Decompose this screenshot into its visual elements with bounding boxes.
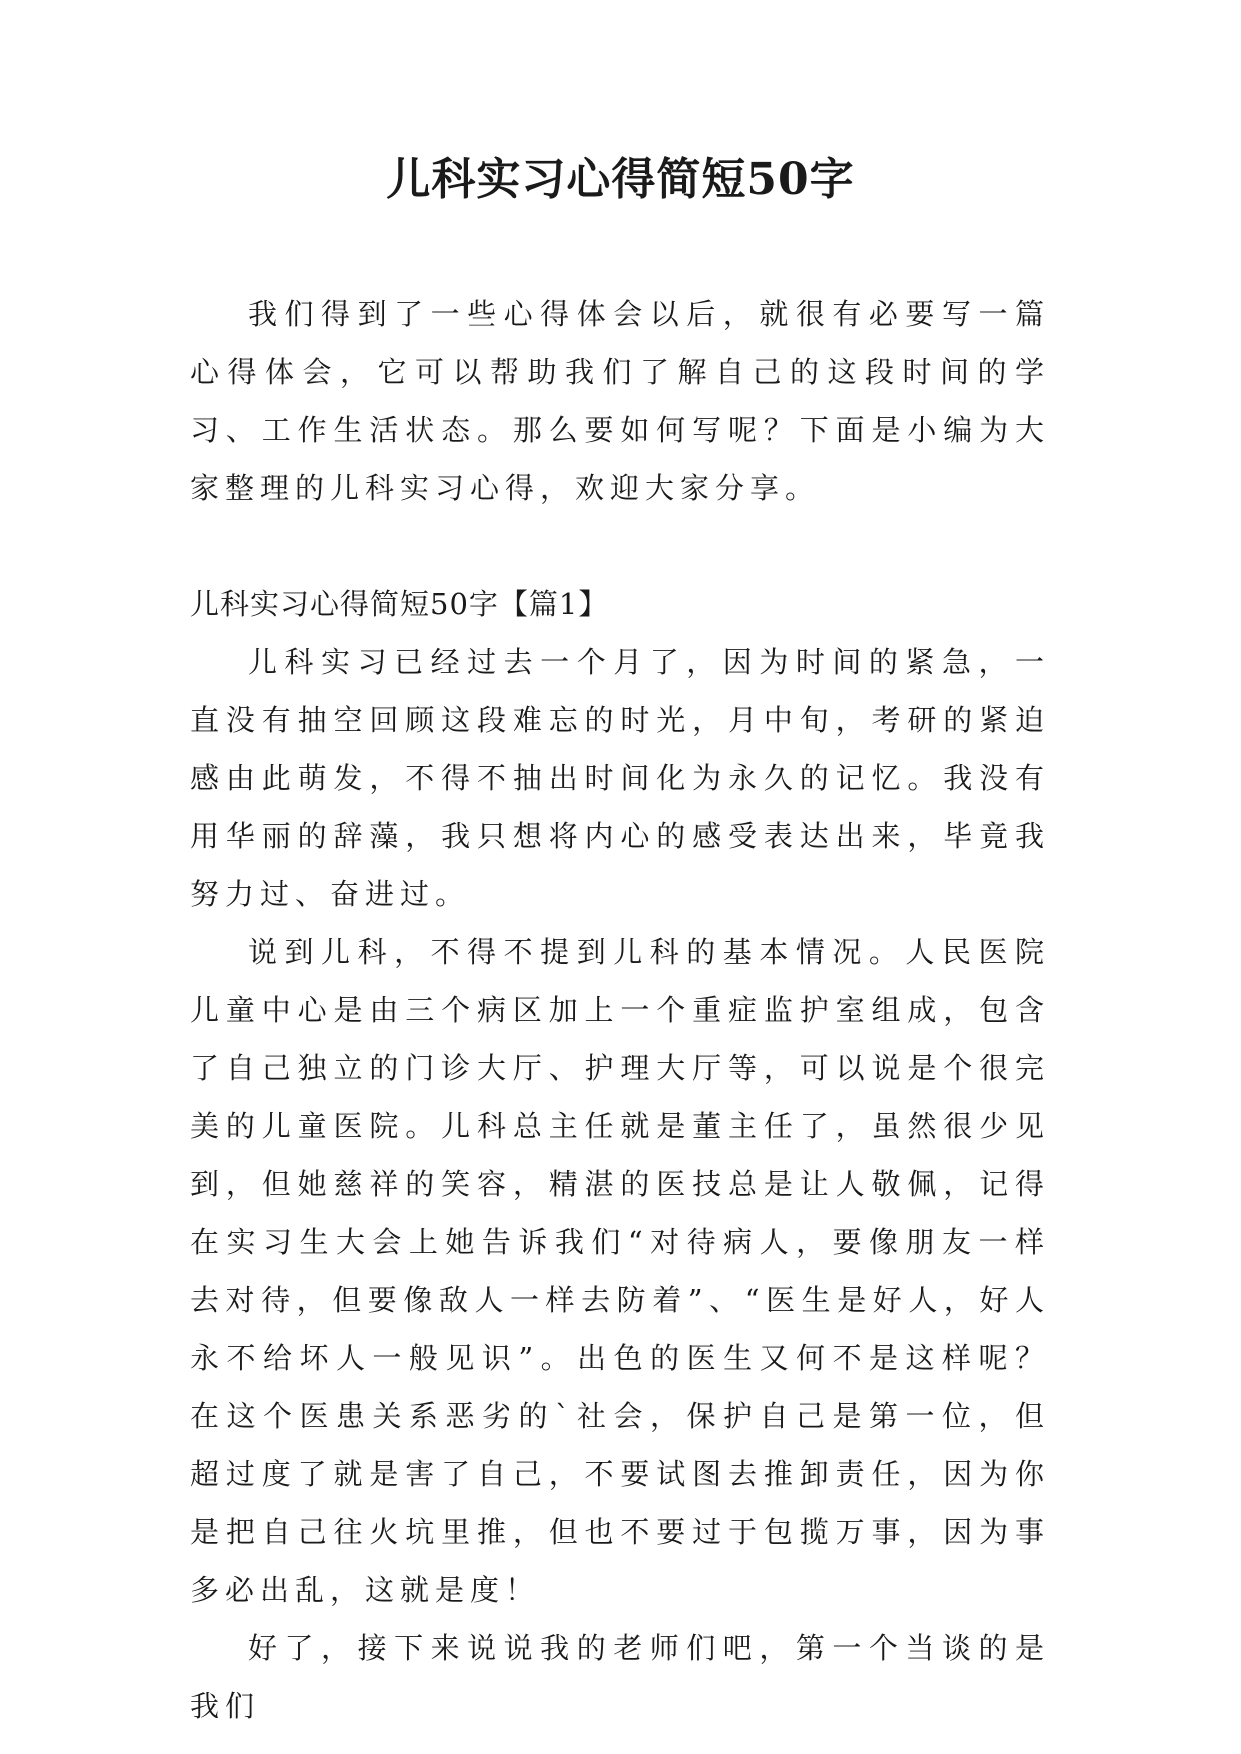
intro-paragraph: 我们得到了一些心得体会以后，就很有必要写一篇心得体会，它可以帮助我们了解自己的这段时间的学习、工作生活状态。那么要如何写呢？下面是小编为大家整理的儿科实习心得，欢迎大家分享。	[190, 297, 1050, 505]
body-paragraph-3: 好了，接下来说说我的老师们吧，第一个当谈的是我们	[190, 1631, 1050, 1723]
document-title: 儿科实习心得简短50字	[386, 154, 855, 205]
body-paragraph-1: 儿科实习已经过去一个月了，因为时间的紧急，一直没有抽空回顾这段难忘的时光，月中旬，考研的紧迫感由此萌发，不得不抽出时间化为永久的记忆。我没有用华丽的辞藻，我只想将内心的感受表达出来，毕竟我努力过、奋进过。	[190, 645, 1050, 911]
section-heading: 儿科实习心得简短50字【篇1】	[190, 587, 609, 621]
document-body	[190, 285, 1050, 1735]
body-paragraph-2: 说到儿科，不得不提到儿科的基本情况。人民医院儿童中心是由三个病区加上一个重症监护室组成，包含了自己独立的门诊大厅、护理大厅等，可以说是个很完美的儿童医院。儿科总主任就是董主任了，虽然很少见到，但她慈祥的笑容，精湛的医技总是让人敬佩，记得在实习生大会上她告诉我们“对待病人，要像朋友一样去对待，但要像敌人一样去防着”、“医生是好人，好人永不给坏人一般见识”。出色的医生又何不是这样呢？在这个医患关系恶劣的`社会，保护自己是第一位，但超过度了就是害了自己，不要试图去推卸责任，因为你是把自己往火坑里推，但也不要过于包揽万事，因为事多必出乱，这就是度！	[190, 935, 1050, 1607]
